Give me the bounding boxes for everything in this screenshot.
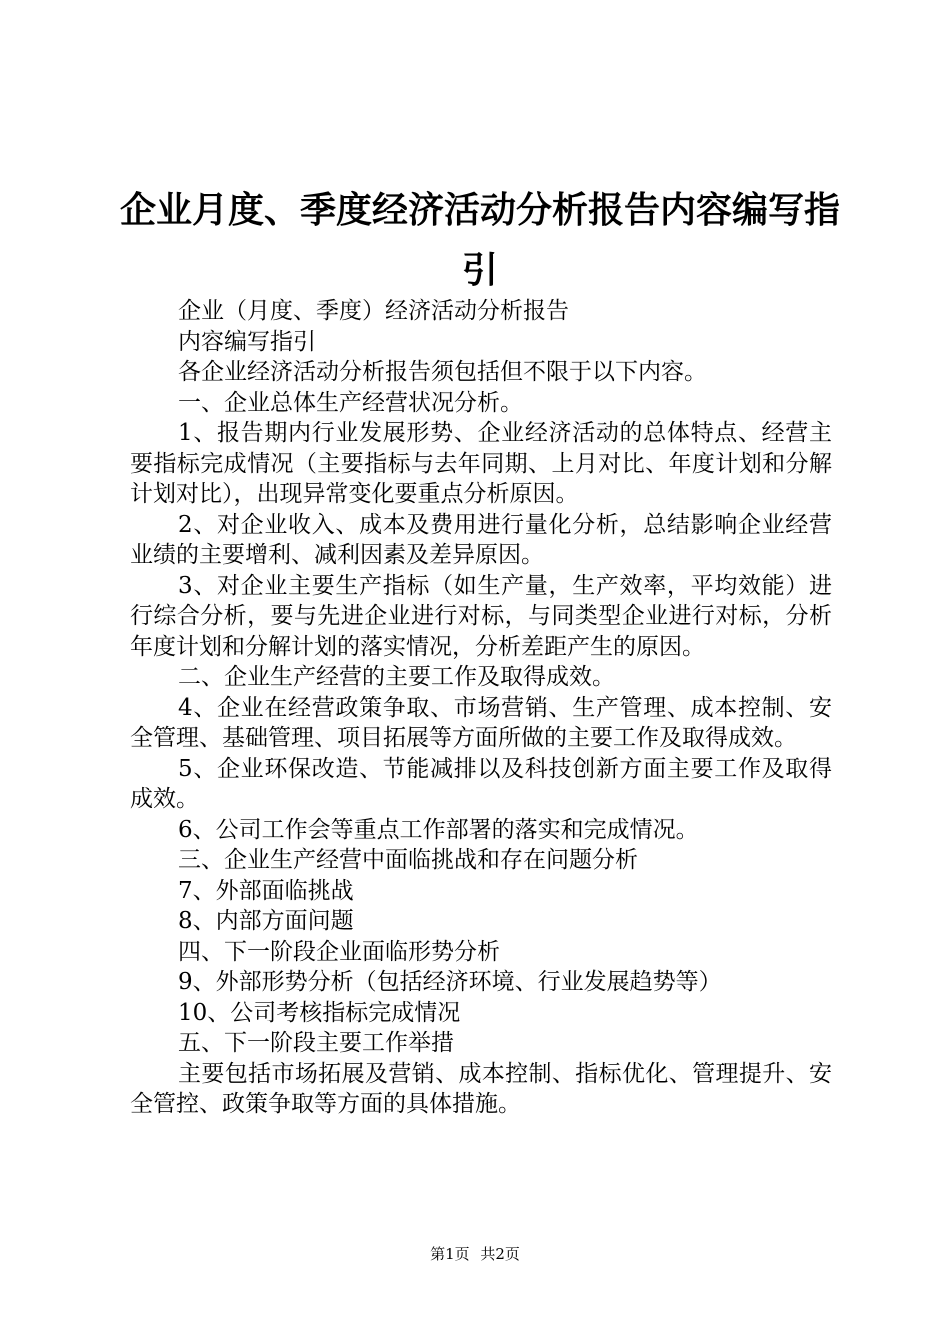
paragraph: 4、企业在经营政策争取、市场营销、生产管理、成本控制、安全管理、基础管理、项目拓展等方面所做的主要工作及取得成效。 (130, 694, 832, 751)
paragraph: 5、企业环保改造、节能减排以及科技创新方面主要工作及取得成效。 (130, 755, 832, 812)
paragraph: 1、报告期内行业发展形势、企业经济活动的总体特点、经营主要指标完成情况（主要指标与去年同期、上月对比、年度计划和分解计划对比），出现异常变化要重点分析原因。 (130, 420, 832, 507)
paragraph: 主要包括市场拓展及营销、成本控制、指标优化、管理提升、安全管控、政策争取等方面的具体措施。 (130, 1060, 832, 1117)
paragraph: 2、对企业收入、成本及费用进行量化分析，总结影响企业经营业绩的主要增利、减利因素及差异原因。 (130, 511, 832, 568)
paragraph: 9、外部形势分析（包括经济环境、行业发展趋势等） (178, 969, 722, 995)
paragraph: 内容编写指引 (178, 328, 316, 355)
paragraph: 企业（月度、季度）经济活动分析报告 (178, 298, 569, 324)
page-number: 第1页 (430, 1245, 470, 1263)
paragraph: 6、公司工作会等重点工作部署的落实和完成情况。 (178, 816, 699, 843)
section-heading: 四、下一阶段企业面临形势分析 (178, 938, 500, 965)
paragraph: 各企业经济活动分析报告须包括但不限于以下内容。 (178, 359, 707, 385)
paragraph: 8、内部方面问题 (178, 908, 354, 934)
section-heading: 一、企业总体生产经营状况分析。 (178, 389, 523, 416)
paragraph: 10、公司考核指标完成情况 (178, 999, 461, 1026)
page-total: 共2页 (480, 1245, 520, 1263)
page-footer (0, 1244, 950, 1264)
section-heading: 二、企业生产经营的主要工作及取得成效。 (178, 664, 615, 690)
paragraph: 7、外部面临挑战 (178, 877, 354, 904)
section-heading: 五、下一阶段主要工作举措 (178, 1030, 454, 1056)
document-body (130, 296, 832, 1120)
document-title-line-2: 引 (461, 249, 498, 291)
paragraph: 3、对企业主要生产指标（如生产量，生产效率，平均效能）进行综合分析，要与先进企业进行对标，与同类型企业进行对标，分析年度计划和分解计划的落实情况，分析差距产生的原因。 (130, 572, 832, 660)
section-heading: 三、企业生产经营中面临挑战和存在问题分析 (178, 847, 638, 873)
document-title-line-1: 企业月度、季度经济活动分析报告内容编写指 (119, 189, 840, 231)
